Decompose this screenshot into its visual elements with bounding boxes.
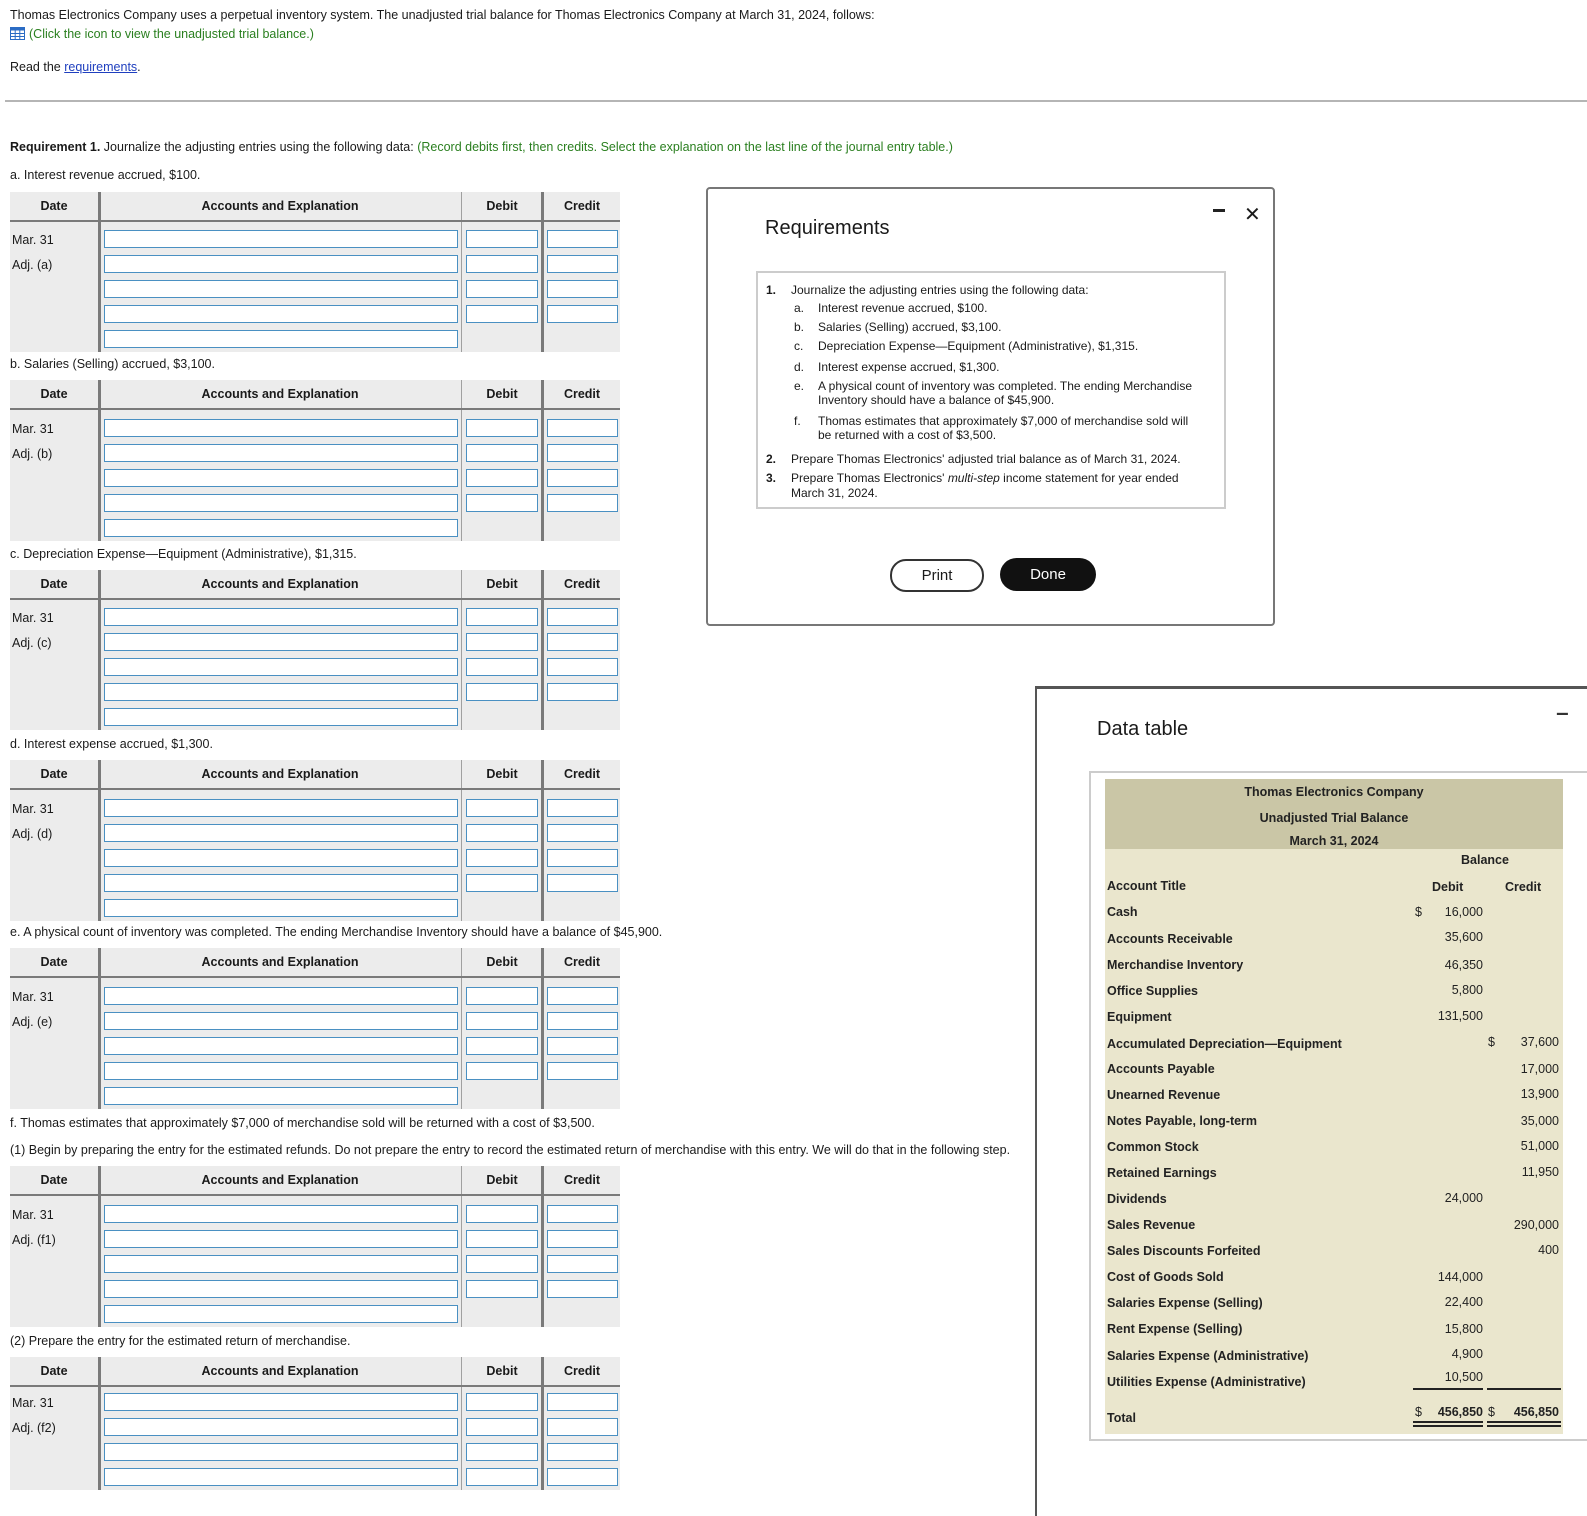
account-title: Retained Earnings (1107, 1166, 1217, 1180)
journal-row (10, 680, 620, 705)
req-text-3 (791, 471, 1179, 485)
journal-entry-table (10, 1166, 620, 1327)
req-sub-text-e1: A physical count of inventory was completed. The ending Merchandise (818, 379, 1192, 393)
credit-input[interactable] (547, 1393, 618, 1411)
req-sub-label-a: a. (794, 301, 805, 315)
journal-row (10, 1252, 620, 1277)
trial-balance-header (1105, 779, 1563, 849)
accounts-column-header: Accounts and Explanation (201, 767, 359, 781)
credit-amount: 11,950 (1521, 1165, 1559, 1179)
req-text-2: Prepare Thomas Electronics' adjusted trial balance as of March 31, 2024. (791, 452, 1181, 466)
journal-table-header (10, 380, 620, 410)
debit-input[interactable] (466, 1418, 538, 1436)
entry-adjustment-ref: Adj. (e) (12, 1015, 53, 1029)
debit-input[interactable] (466, 1280, 538, 1298)
account-input[interactable] (104, 874, 458, 892)
section-label: (2) Prepare the entry for the estimated return of merchandise. (10, 1334, 351, 1348)
statement-date: March 31, 2024 (1289, 834, 1379, 848)
credit-column-header: Credit (563, 577, 601, 591)
journal-row (10, 605, 620, 630)
credit-input[interactable] (547, 444, 618, 462)
journal-row (10, 302, 620, 327)
journal-row (10, 1059, 620, 1084)
journal-row (10, 630, 620, 655)
credit-input[interactable] (547, 1468, 618, 1486)
debit-input[interactable] (466, 1443, 538, 1461)
credit-input[interactable] (547, 1230, 618, 1248)
date-column-header: Date (40, 1364, 68, 1378)
req-text-3-line2: March 31, 2024. (791, 486, 878, 500)
journal-row (10, 871, 620, 896)
entry-adjustment-ref: Adj. (d) (12, 827, 53, 841)
intro-text: Thomas Electronics Company uses a perpetual inventory system. The unadjusted trial balance for Thomas Electronics Company at March 31, 2024, follows: (10, 8, 875, 22)
account-input[interactable] (104, 280, 458, 298)
account-input[interactable] (104, 255, 458, 273)
section-label: a. Interest revenue accrued, $100. (10, 168, 201, 182)
req-sub-label-b: b. (794, 320, 805, 334)
credit-column-header: Credit (563, 955, 601, 969)
done-button[interactable]: Done (1000, 558, 1096, 591)
journal-entry-table (10, 760, 620, 921)
account-title: Sales Revenue (1107, 1218, 1196, 1232)
account-input[interactable] (104, 799, 458, 817)
account-title: Office Supplies (1107, 984, 1198, 998)
journal-row (10, 327, 620, 352)
debit-input[interactable] (466, 633, 538, 651)
debit-header: Debit (1432, 880, 1464, 894)
entry-date: Mar. 31 (12, 990, 54, 1004)
company-name: Thomas Electronics Company (1244, 785, 1424, 799)
account-input[interactable] (104, 230, 458, 248)
table-grid-icon[interactable] (10, 27, 25, 40)
entry-date: Mar. 31 (12, 802, 54, 816)
account-title: Utilities Expense (Administrative) (1107, 1375, 1306, 1389)
account-title: Cost of Goods Sold (1107, 1270, 1224, 1284)
account-input[interactable] (104, 1393, 458, 1411)
credit-input[interactable] (547, 419, 618, 437)
credit-input[interactable] (547, 608, 618, 626)
credit-input[interactable] (547, 633, 618, 651)
journal-table-header (10, 1166, 620, 1196)
debit-column-header: Debit (486, 1173, 518, 1187)
credit-amount: 17,000 (1520, 1062, 1559, 1076)
journal-table-header (10, 948, 620, 978)
account-title: Accounts Receivable (1107, 932, 1233, 946)
req-text-3-em: multi-step (947, 471, 1000, 485)
total-label: Total (1107, 1411, 1136, 1425)
credit-input[interactable] (547, 1255, 618, 1273)
requirement-1-heading (10, 140, 953, 154)
total-double-rule (1413, 1421, 1483, 1423)
credit-amount: 35,000 (1520, 1114, 1559, 1128)
accounts-column-header: Accounts and Explanation (201, 199, 359, 213)
account-input[interactable] (104, 1305, 458, 1323)
debit-amount: 16,000 (1444, 905, 1483, 919)
credit-amount: 13,900 (1520, 1087, 1559, 1101)
entry-adjustment-ref: Adj. (a) (12, 258, 53, 272)
date-column-header: Date (40, 577, 68, 591)
statement-name: Unadjusted Trial Balance (1259, 811, 1409, 825)
account-input[interactable] (104, 419, 458, 437)
credit-input[interactable] (547, 494, 618, 512)
entry-date: Mar. 31 (12, 233, 54, 247)
requirements-list (756, 271, 1226, 509)
credit-input[interactable] (547, 1037, 618, 1055)
debit-input[interactable] (466, 1012, 538, 1030)
req-sub-label-d: d. (794, 360, 805, 374)
account-title: Accumulated Depreciation—Equipment (1107, 1037, 1342, 1051)
journal-row (10, 416, 620, 441)
journal-row (10, 846, 620, 871)
req-sub-label-c: c. (794, 339, 804, 353)
entry-date: Mar. 31 (12, 1396, 54, 1410)
credit-amount: 37,600 (1520, 1035, 1559, 1049)
debit-amount: 24,000 (1444, 1191, 1483, 1205)
account-title: Cash (1107, 905, 1138, 919)
req-sub-text-c: Depreciation Expense—Equipment (Administrative), $1,315. (818, 339, 1139, 353)
journal-row (10, 277, 620, 302)
account-input[interactable] (104, 519, 458, 537)
debit-input[interactable] (466, 1205, 538, 1223)
journal-row (10, 516, 620, 541)
total-credit: 456,850 (1513, 1405, 1559, 1419)
credit-input[interactable] (547, 987, 618, 1005)
trial-balance-box (1089, 771, 1587, 1441)
journal-row (10, 1415, 620, 1440)
account-input[interactable] (104, 1205, 458, 1223)
credit-input[interactable] (547, 874, 618, 892)
credit-column-header: Credit (563, 387, 601, 401)
debit-input[interactable] (466, 419, 538, 437)
debit-input[interactable] (466, 1230, 538, 1248)
journal-row (10, 984, 620, 1009)
journal-row (10, 1227, 620, 1252)
total-rule (1487, 1388, 1561, 1390)
section-sublabel: (1) Begin by preparing the entry for the estimated refunds. Do not prepare the entry to record the estimated return of merchandise with this entry. We will do that in the following step. (10, 1143, 1011, 1157)
credit-input[interactable] (547, 1443, 618, 1461)
debit-amount: 5,800 (1451, 983, 1483, 997)
credit-input[interactable] (547, 1062, 618, 1080)
section-label: c. Depreciation Expense—Equipment (Administrative), $1,315. (10, 547, 357, 561)
journal-row (10, 227, 620, 252)
total-double-rule (1487, 1421, 1561, 1423)
journal-row (10, 821, 620, 846)
debit-input[interactable] (466, 824, 538, 842)
debit-input[interactable] (466, 1062, 538, 1080)
debit-input[interactable] (466, 280, 538, 298)
account-input[interactable] (104, 1255, 458, 1273)
debit-input[interactable] (466, 683, 538, 701)
debit-column-header: Debit (486, 387, 518, 401)
intro (10, 6, 875, 77)
credit-column-header: Credit (563, 1364, 601, 1378)
account-input[interactable] (104, 1087, 458, 1105)
debit-input[interactable] (466, 1393, 538, 1411)
journal-entry-table (10, 570, 620, 730)
read-suffix: . (137, 60, 141, 74)
debit-input[interactable] (466, 1037, 538, 1055)
debit-input[interactable] (466, 658, 538, 676)
req-text-3-pre: Prepare Thomas Electronics' (791, 471, 948, 485)
journal-row (10, 491, 620, 516)
journal-row (10, 1302, 620, 1327)
debit-dollar-sign: $ (1415, 905, 1422, 919)
account-title: Merchandise Inventory (1107, 958, 1244, 972)
account-title: Dividends (1107, 1192, 1167, 1206)
credit-input[interactable] (547, 1418, 618, 1436)
credit-column-header: Credit (563, 767, 601, 781)
debit-amount: 131,500 (1437, 1009, 1483, 1023)
data-table-modal (1035, 686, 1587, 1516)
account-input[interactable] (104, 658, 458, 676)
debit-input[interactable] (466, 1468, 538, 1486)
entry-adjustment-ref: Adj. (f2) (12, 1421, 56, 1435)
credit-amount: 51,000 (1520, 1139, 1559, 1153)
journal-table-header (10, 1357, 620, 1387)
account-input[interactable] (104, 469, 458, 487)
journal-entry-table (10, 192, 620, 352)
close-icon[interactable]: ✕ (1244, 204, 1261, 226)
credit-amount: 400 (1538, 1243, 1559, 1257)
account-input[interactable] (104, 824, 458, 842)
journal-row (10, 252, 620, 277)
requirement-1-bold: Requirement 1. (10, 140, 101, 154)
req-sub-text-f1: Thomas estimates that approximately $7,000 of merchandise sold will (818, 414, 1189, 428)
journal-row (10, 1084, 620, 1109)
debit-amount: 22,400 (1444, 1295, 1483, 1309)
debit-column-header: Debit (486, 199, 518, 213)
section-label: d. Interest expense accrued, $1,300. (10, 737, 213, 751)
journal-row (10, 1202, 620, 1227)
journal-row (10, 705, 620, 730)
requirements-modal-title: Requirements (765, 217, 890, 239)
date-column-header: Date (40, 387, 68, 401)
account-input[interactable] (104, 708, 458, 726)
account-input[interactable] (104, 1012, 458, 1030)
journal-row (10, 1440, 620, 1465)
credit-amount: 290,000 (1513, 1218, 1559, 1232)
read-prefix: Read the (10, 60, 65, 74)
req-sub-label-e: e. (794, 379, 805, 393)
credit-input[interactable] (547, 683, 618, 701)
credit-input[interactable] (547, 469, 618, 487)
req-text-1: Journalize the adjusting entries using the following data: (791, 283, 1089, 297)
journal-entry-table (10, 1357, 620, 1490)
debit-column-header: Debit (486, 577, 518, 591)
debit-input[interactable] (466, 987, 538, 1005)
credit-header: Credit (1505, 880, 1542, 894)
section-label: b. Salaries (Selling) accrued, $3,100. (10, 357, 215, 371)
req-sub-text-d: Interest expense accrued, $1,300. (818, 360, 1000, 374)
entry-date: Mar. 31 (12, 611, 54, 625)
total-credit-dollar-sign: $ (1488, 1405, 1495, 1419)
accounts-column-header: Accounts and Explanation (201, 955, 359, 969)
credit-input[interactable] (547, 799, 618, 817)
debit-input[interactable] (466, 874, 538, 892)
credit-input[interactable] (547, 1205, 618, 1223)
credit-input[interactable] (547, 849, 618, 867)
credit-input[interactable] (547, 280, 618, 298)
debit-input[interactable] (466, 444, 538, 462)
account-input[interactable] (104, 1037, 458, 1055)
account-input[interactable] (104, 608, 458, 626)
account-title: Common Stock (1107, 1140, 1199, 1154)
account-input[interactable] (104, 849, 458, 867)
account-input[interactable] (104, 683, 458, 701)
divider (5, 100, 1587, 102)
credit-column-header: Credit (563, 199, 601, 213)
account-title: Salaries Expense (Selling) (1107, 1296, 1263, 1310)
account-title: Notes Payable, long-term (1107, 1114, 1258, 1128)
journal-table-header (10, 760, 620, 790)
req-text-3-post: income statement for year ended (999, 471, 1179, 485)
journal-row (10, 1465, 620, 1490)
journal-row (10, 466, 620, 491)
credit-column-header: Credit (563, 1173, 601, 1187)
requirements-link[interactable]: requirements (64, 60, 138, 74)
total-rule (1413, 1388, 1483, 1390)
account-input[interactable] (104, 899, 458, 917)
entry-adjustment-ref: Adj. (f1) (12, 1233, 56, 1247)
account-input[interactable] (104, 1443, 458, 1461)
debit-amount: 35,600 (1444, 930, 1483, 944)
journal-entry-table (10, 380, 620, 541)
req-sub-label-f: f. (794, 414, 801, 428)
total-double-rule (1487, 1425, 1561, 1427)
account-title: Rent Expense (Selling) (1107, 1322, 1243, 1336)
journal-row (10, 1277, 620, 1302)
account-title: Equipment (1107, 1010, 1172, 1024)
accounts-column-header: Accounts and Explanation (201, 577, 359, 591)
date-column-header: Date (40, 199, 68, 213)
credit-input[interactable] (547, 255, 618, 273)
account-title: Unearned Revenue (1107, 1088, 1221, 1102)
req-num-2: 2. (766, 452, 777, 466)
journal-row (10, 1009, 620, 1034)
journal-table-header (10, 192, 620, 222)
entry-date: Mar. 31 (12, 1208, 54, 1222)
journal-row (10, 1034, 620, 1059)
account-input[interactable] (104, 1280, 458, 1298)
account-input[interactable] (104, 330, 458, 348)
debit-amount: 10,500 (1444, 1370, 1483, 1384)
debit-amount: 15,800 (1444, 1322, 1483, 1336)
account-input[interactable] (104, 1230, 458, 1248)
account-input[interactable] (104, 633, 458, 651)
entry-adjustment-ref: Adj. (c) (12, 636, 52, 650)
date-column-header: Date (40, 767, 68, 781)
account-title-header: Account Title (1107, 879, 1186, 893)
print-button[interactable]: Print (890, 559, 984, 592)
credit-input[interactable] (547, 1280, 618, 1298)
req-sub-text-f2: be returned with a cost of $3,500. (818, 428, 997, 442)
debit-input[interactable] (466, 255, 538, 273)
minimize-icon[interactable] (1213, 209, 1225, 212)
journal-row (10, 1390, 620, 1415)
trial-balance-link[interactable]: (Click the icon to view the unadjusted trial balance.) (29, 27, 314, 41)
debit-column-header: Debit (486, 955, 518, 969)
read-requirements-row (10, 58, 875, 77)
credit-input[interactable] (547, 658, 618, 676)
total-debit: 456,850 (1437, 1405, 1483, 1419)
debit-input[interactable] (466, 469, 538, 487)
req-sub-text-e2: Inventory should have a balance of $45,900. (818, 393, 1055, 407)
debit-input[interactable] (466, 799, 538, 817)
date-column-header: Date (40, 1173, 68, 1187)
credit-input[interactable] (547, 305, 618, 323)
req-num-3: 3. (766, 471, 777, 485)
account-title: Accounts Payable (1107, 1062, 1215, 1076)
journal-entry-table (10, 948, 620, 1109)
journal-table-header (10, 570, 620, 600)
debit-amount: 46,350 (1444, 958, 1483, 972)
entry-date: Mar. 31 (12, 422, 54, 436)
accounts-column-header: Accounts and Explanation (201, 1173, 359, 1187)
account-title: Salaries Expense (Administrative) (1107, 1349, 1309, 1363)
journal-row (10, 796, 620, 821)
debit-input[interactable] (466, 608, 538, 626)
debit-column-header: Debit (486, 1364, 518, 1378)
requirement-1-text: Journalize the adjusting entries using the following data: (100, 140, 418, 154)
account-input[interactable] (104, 444, 458, 462)
trial-balance-body (1105, 849, 1563, 1434)
req-num-1: 1. (766, 283, 777, 297)
debit-amount: 4,900 (1451, 1347, 1483, 1361)
debit-input[interactable] (466, 230, 538, 248)
account-input[interactable] (104, 1062, 458, 1080)
total-debit-dollar-sign: $ (1415, 1405, 1422, 1419)
credit-input[interactable] (547, 230, 618, 248)
debit-input[interactable] (466, 305, 538, 323)
requirement-1-hint: (Record debits first, then credits. Select the explanation on the last line of the journal entry table.) (417, 140, 953, 154)
credit-dollar-sign: $ (1488, 1035, 1495, 1049)
account-input[interactable] (104, 987, 458, 1005)
account-input[interactable] (104, 1468, 458, 1486)
modal-controls-icon[interactable]: ▔ (1557, 713, 1568, 729)
journal-row (10, 655, 620, 680)
debit-amount: 144,000 (1437, 1270, 1483, 1284)
accounts-column-header: Accounts and Explanation (201, 387, 359, 401)
data-table-title: Data table (1097, 718, 1189, 740)
debit-input[interactable] (466, 1255, 538, 1273)
account-input[interactable] (104, 494, 458, 512)
total-double-rule (1413, 1425, 1483, 1427)
accounts-column-header: Accounts and Explanation (201, 1364, 359, 1378)
credit-input[interactable] (547, 824, 618, 842)
journal-row (10, 896, 620, 921)
req-sub-text-b: Salaries (Selling) accrued, $3,100. (818, 320, 1002, 334)
trial-balance-link-row[interactable] (10, 25, 875, 44)
debit-input[interactable] (466, 494, 538, 512)
balance-header: Balance (1461, 853, 1509, 867)
req-sub-text-a: Interest revenue accrued, $100. (818, 301, 988, 315)
debit-input[interactable] (466, 849, 538, 867)
date-column-header: Date (40, 955, 68, 969)
entry-adjustment-ref: Adj. (b) (12, 447, 53, 461)
journal-row (10, 441, 620, 466)
requirements-modal (706, 187, 1275, 626)
section-label: e. A physical count of inventory was completed. The ending Merchandise Inventory should have a balance of $45,900. (10, 925, 663, 939)
debit-column-header: Debit (486, 767, 518, 781)
account-title: Sales Discounts Forfeited (1107, 1244, 1261, 1258)
account-input[interactable] (104, 305, 458, 323)
credit-input[interactable] (547, 1012, 618, 1030)
section-label: f. Thomas estimates that approximately $7,000 of merchandise sold will be returned with a cost of $3,500. (10, 1116, 595, 1130)
account-input[interactable] (104, 1418, 458, 1436)
